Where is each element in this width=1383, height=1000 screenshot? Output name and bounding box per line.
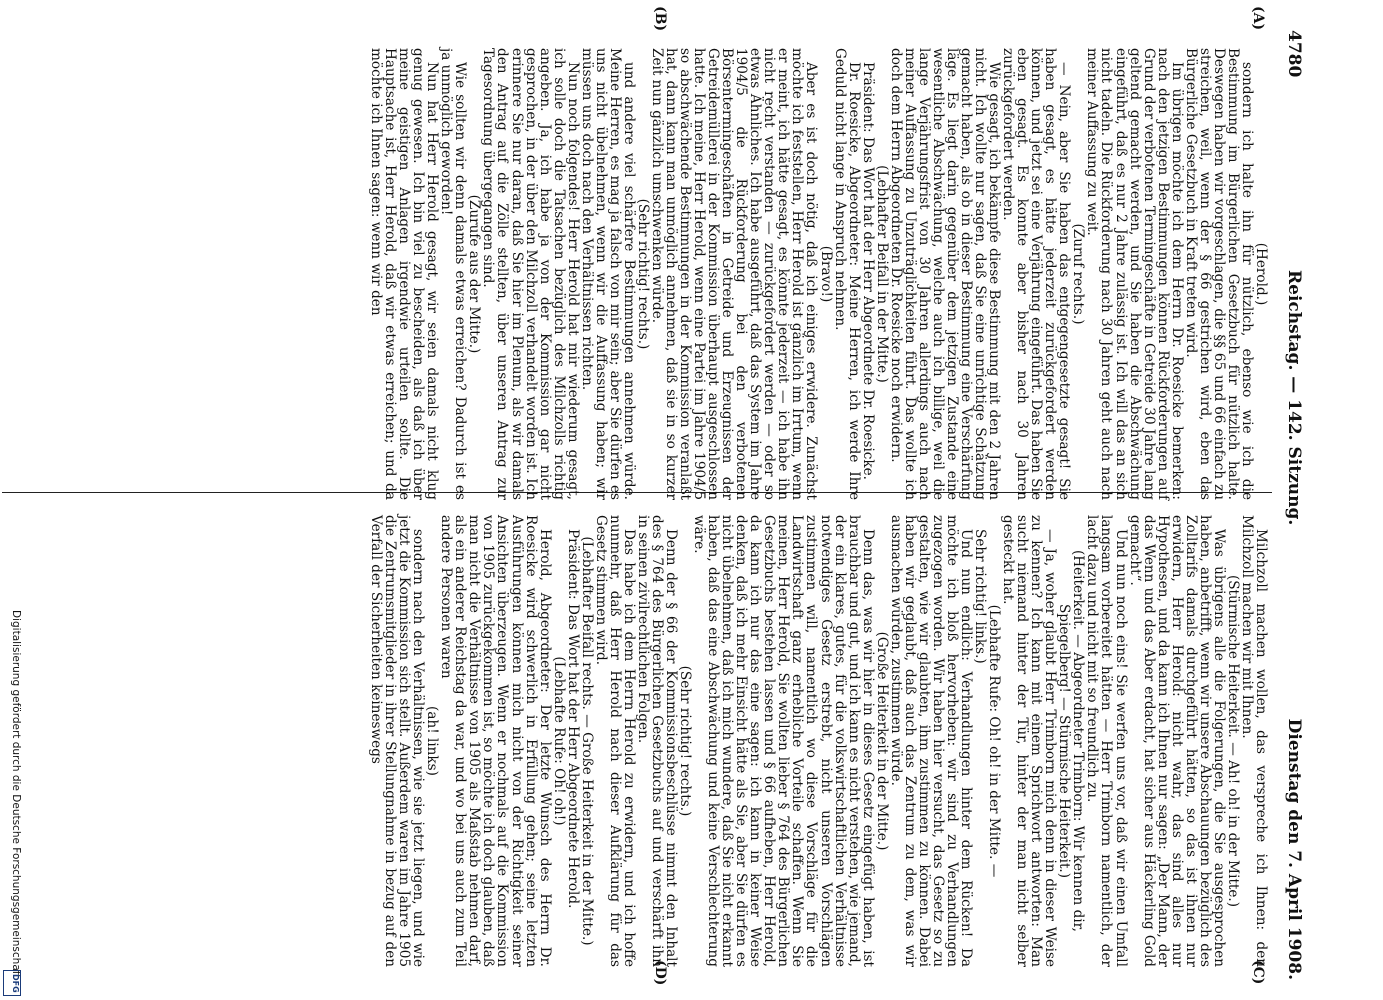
left-column: [369, 48, 1268, 500]
left-column-paragraph: (Herold.): [1253, 242, 1269, 306]
right-column-paragraph: (Lebhafte Rufe: Oh! oh! in der Mitte. —: [986, 604, 1003, 878]
right-column-paragraph: (ah! links): [424, 706, 441, 776]
left-column-paragraph: Im übrigen möchte ich dem Herrn Dr. Roesicke bemerken: nach den jetzigen Bestimmungen können Rückforderungen auf Grund der verbotenen Termingeschäfte in Getreide 30 Jahre lang geltend gemacht werden, und Sie haben die Abschwächung eingeführt, daß es nur 2 Jahre zulässig ist. Ich will das an sich nicht tadeln. Die Rückforderung nach 30 Jahren geht auch nach meiner Auffassung zu weit.: [1084, 48, 1185, 500]
session-date: Dienstag den 7. April 1908.: [1284, 718, 1304, 980]
left-column-paragraph: (Zuruf rechts.): [1070, 223, 1087, 325]
right-column-paragraph: (Stürmische Heiterkeit. — Ah! oh! in der Mitte.): [1224, 574, 1241, 908]
session-title: Reichstag. — 142. Sitzung.: [1284, 270, 1304, 526]
left-column-paragraph: (Lebhafter Beifall in der Mitte.): [873, 165, 890, 383]
left-column-paragraph: (Bravo!): [817, 245, 834, 303]
digitization-note: Digitalisierung gefördert durch die Deutsche Forschungsgemeinschaft: [10, 610, 22, 979]
left-column-paragraph: Wie gesagt, ich bekämpfe diese Bestimmung mit den 2 Jahren nicht. Ich wollte nur sagen, daß Sie eine unrichtige Schätzung gemacht haben, als ob in dieser Bestimmung eine Verschärfung läge. Es liegt darin gegenüber dem jetzigen Zustande eine wesentliche Abschwächung, welche auch ich billige, weil die lange Verjährungsfrist von 30 Jahren allerdings auch nach meiner Auffassung zu Unzuträglichkeiten führt. Das wollte ich doch dem Herrn Abgeordneten Dr. Roesicke noch erwidern.: [887, 48, 1003, 500]
page-number: 4780: [1284, 30, 1304, 78]
left-column-paragraph: Aber es ist doch nötig, daß ich einiges erwidere. Zunächst möchte ich feststellen, Herr Herold ist gänzlich im Irrtum, wenn er meint, ich hätte gesagt, es könnte jederzeit — ich habe ihn nicht recht verstanden — zurückgefordert werden — oder so etwas Ähnliches. Ich habe ausgeführt, daß das System im Jahre 1904/5 die Rückforderung bei den verbotenen Börsentermingeschäften in Getreide und Erzeugnissen der Getreidemüllerei in der Kommission überhaupt ausgeschlossen hatte. Ich meine, Herr Herold, wenn eine Partei im Jahre 1904/5 so abschwächende Bestimmungen in der Kommission veranlaßt hat, dann kann man unmöglich annehmen, daß sie in so kurzer Zeit nun gänzlich umschwenken würde.: [648, 48, 820, 500]
left-column-paragraph: Dr. Roesicke, Abgeordneter: Meine Herren, ich werde Ihre Geduld nicht lange in Anspruch nehmen.: [831, 48, 862, 500]
right-column-paragraph: Denn das, was wir hier in dieses Gesetz eingefügt haben, ist brauchbar und gut, und ich kann es nicht verstehen, wie jemand, der ein klares, gutes, für die volkswirtschaftlichen Verhältnisse notwendiges Gesetz erstrebt, nicht unseren Vorschlägen zustimmen will, namentlich wo diese Vorschläge für die Landwirtschaft ganz erhebliche Vorteile schaffen. Wenn Sie meinen, Herr Herold, Sie wollten lieber § 764 des Bürgerlichen Gesetzbuchs bestehen lassen und § 66 aufheben, Herr Herold, da kann ich nur das eine sagen: ich kann in keiner Weise denken, daß ich mehr Einsicht hätte als Sie, aber Sie dürfen es nicht übelnehmen, daß ich mich wundere, daß Sie nicht erkannt haben, daß das eine Abschwächung und keine Verschlechterung wäre.: [691, 515, 876, 967]
left-column-paragraph: sondern ich halte ihn für nützlich, ebenso wie ich die Bestimmung im Bürgerlichen Gesetzbuch für nützlich halte. Deswegen haben wir vorgeschlagen, die §§ 65 und 66 einfach zu streichen, weil, wenn der § 66 gestrichen wird, eben das Bürgerliche Gesetzbuch in Kraft treten wird.: [1182, 48, 1255, 500]
right-column-paragraph: Milchzoll machen wollen, das verspreche ich Ihnen: den Milchzoll machen wir mit Ihnen.: [1238, 515, 1269, 967]
left-column-paragraph: und andere viel schärfere Bestimmungen annehmen würde. Meine Herren, es mag ja falsch von mir sein; aber Sie dürfen es uns nicht übelnehmen, wenn wir die Auffassung haben; wir müssen uns doch nach den Verhältnissen richten.: [578, 48, 637, 500]
margin-mark-b: (B): [652, 6, 668, 32]
left-column-paragraph: Nun noch folgendes! Herr Herold hat mir wiederum gesagt, ich solle doch die Tatsachen bezüglich des Milchzolls richtig angeben. Ja, ich habe ja von der Kommission gar nicht gesprochen, in der über den Milchzoll verhandelt worden ist. Ich erinnere Sie nur daran, daß Sie hier im Plenum, als wir damals den Antrag auf die Zölle stellten, über unseren Antrag zur Tagesordnung übergegangen sind.: [480, 48, 581, 500]
right-column-paragraph: (Lebhafte Rufe: Oh! oh!): [550, 656, 567, 826]
dfg-logo: DFG: [3, 970, 21, 996]
right-column-paragraph: Und nun noch eins! Sie werfen uns vor, daß wir einen Umfall langsam vorbereitet hätten — Herr Trimborn namentlich, der lacht dazu und nicht mit so freundlich zu.: [1084, 515, 1129, 967]
margin-mark-d: (D): [652, 960, 668, 986]
left-column-paragraph: (Zurufe aus der Mitte.): [466, 194, 483, 354]
left-column-paragraph: — Nein, aber Sie haben das entgegengesetzte gesagt! Sie haben gesagt, es hätte jederzeit zurückgefordert werden können, und jetzt sei eine Verjährung eingeführt. Das haben Sie eben gesagt. Es konnte aber bisher nach 30 Jahren zurückgefordert werden.: [1000, 48, 1073, 500]
right-column-paragraph: — Ja, woher glaubt Herr Trimborn mich denn in dieser Weise zu kennen? Ich kann mit einem Sprichwort antworten: Man sucht niemand hinter der Tür, hinter der man nicht selber gesteckt hat.: [1000, 515, 1059, 967]
left-column-paragraph: Wie sollten wir denn damals etwas erreichen? Dadurch ist es ja unmöglich geworden!: [438, 48, 469, 500]
left-column-paragraph: Nun hat Herr Herold gesagt, wir seien damals nicht klug genug gewesen. Ich bin viel zu bescheiden, als daß ich über meine geistigen Anlagen irgendwie urteilen sollte. Die Hauptsache ist, Herr Herold, daß wir etwas erreichen; und da möchte ich Ihnen sagen: wenn wir den: [368, 48, 441, 500]
right-column-paragraph: Sehr richtig! links.): [972, 529, 989, 664]
right-column-paragraph: Und nun endlich: Verhandlungen hinter dem Rücken! Da möchte ich bloß hervorheben: wir sind zu Verhandlungen zugezogen worden. Wir haben hier versucht, das Gesetz so zu gestalten, wie wir glaubten, ihm zustimmen zu können. Dabei haben wir geglaubt, daß auch das Zentrum zu dem, was wir ausmachen würden, zustimmen würde.: [887, 515, 975, 967]
right-column-paragraph: Denn der § 66 der Kommissionsbeschlüsse nimmt den Inhalt des § 764 des Bürgerlichen Gesetzbuchs auf und verschärft ihn in seinen zivilrechtlichen Folgen.: [634, 515, 680, 967]
right-column-paragraph: (Lebhafter Beifall rechts. — Große Heiterkeit in der Mitte.): [578, 536, 595, 946]
right-column-paragraph: (Große Heiterkeit in der Mitte.): [873, 631, 890, 851]
right-column: [369, 515, 1268, 967]
right-column-paragraph: Was übrigens alle die Folgerungen, die Sie ausgesprochen haben, anbetrifft, wenn wir unsere Abschauungen bezüglich des Zolltarifs damals durchgeführt hätten, so das ist ihnen nur erwidern, Herr Herold: nicht wahr, das sind alles nur Hypothesen, und da kann ich Ihnen nur sagen: „Der Mann, der das Wenn und das Aber erdacht, hat sicher aus Häckerling Gold gemacht“.: [1126, 515, 1227, 967]
digitization-footer: [0, 0, 30, 1000]
right-column-paragraph: (Sehr richtig! rechts.): [677, 665, 694, 817]
right-column-paragraph: Das habe ich dem Herrn Herold zu erwidern, und ich hoffe nunmehr, daß Herr Herold nach dieser Aufklärung für das Gesetz stimmen wird.: [592, 515, 637, 967]
right-column-paragraph: Präsident: Das Wort hat der Herr Abgeordnete Herold.: [564, 529, 581, 909]
right-column-paragraph: sondern nach den Verhältnissen, wie sie jetzt liegen, und wie jetzt die Kommission sich stellt. Außerdem waren im Jahre 1905 die Zentrumsmitglieder in ihrer Stellungnahme in bezug auf den Verfall der Sicherheiten keineswegs: [368, 515, 427, 967]
left-column-paragraph: (Sehr richtig! rechts.): [634, 198, 651, 350]
left-column-paragraph: Präsident: Das Wort hat der Herr Abgeordnete Dr. Roesicke.: [859, 62, 876, 481]
margin-mark-a: (A): [1250, 6, 1266, 31]
page-header: [1278, 30, 1304, 980]
right-column-paragraph: Herold, Abgeordneter: Der letzte Wunsch des Herrn Dr. Roesicke wird schwerlich in Erfüllung gehen; seine letzten Ausführungen können mich nicht von der Richtigkeit seiner Ansichten überzeugen. Wenn er nochmals auf die Kommission von 1905 zurückgekommen ist, so möchte ich doch glauben, daß man nicht die Verhältnisse von 1905 als Maßstab nehmen darf, als ein anderer Reichstag da war, und wo bei uns auch zum Teil andere Personen waren: [438, 515, 553, 967]
margin-mark-c: (C): [1250, 960, 1266, 985]
right-column-paragraph: (Heiterkeit. — Abgeordneter Trimborn: Wir kennen dir, Spiegelberg! — Stürmische Heiterkeit.): [1056, 549, 1087, 932]
